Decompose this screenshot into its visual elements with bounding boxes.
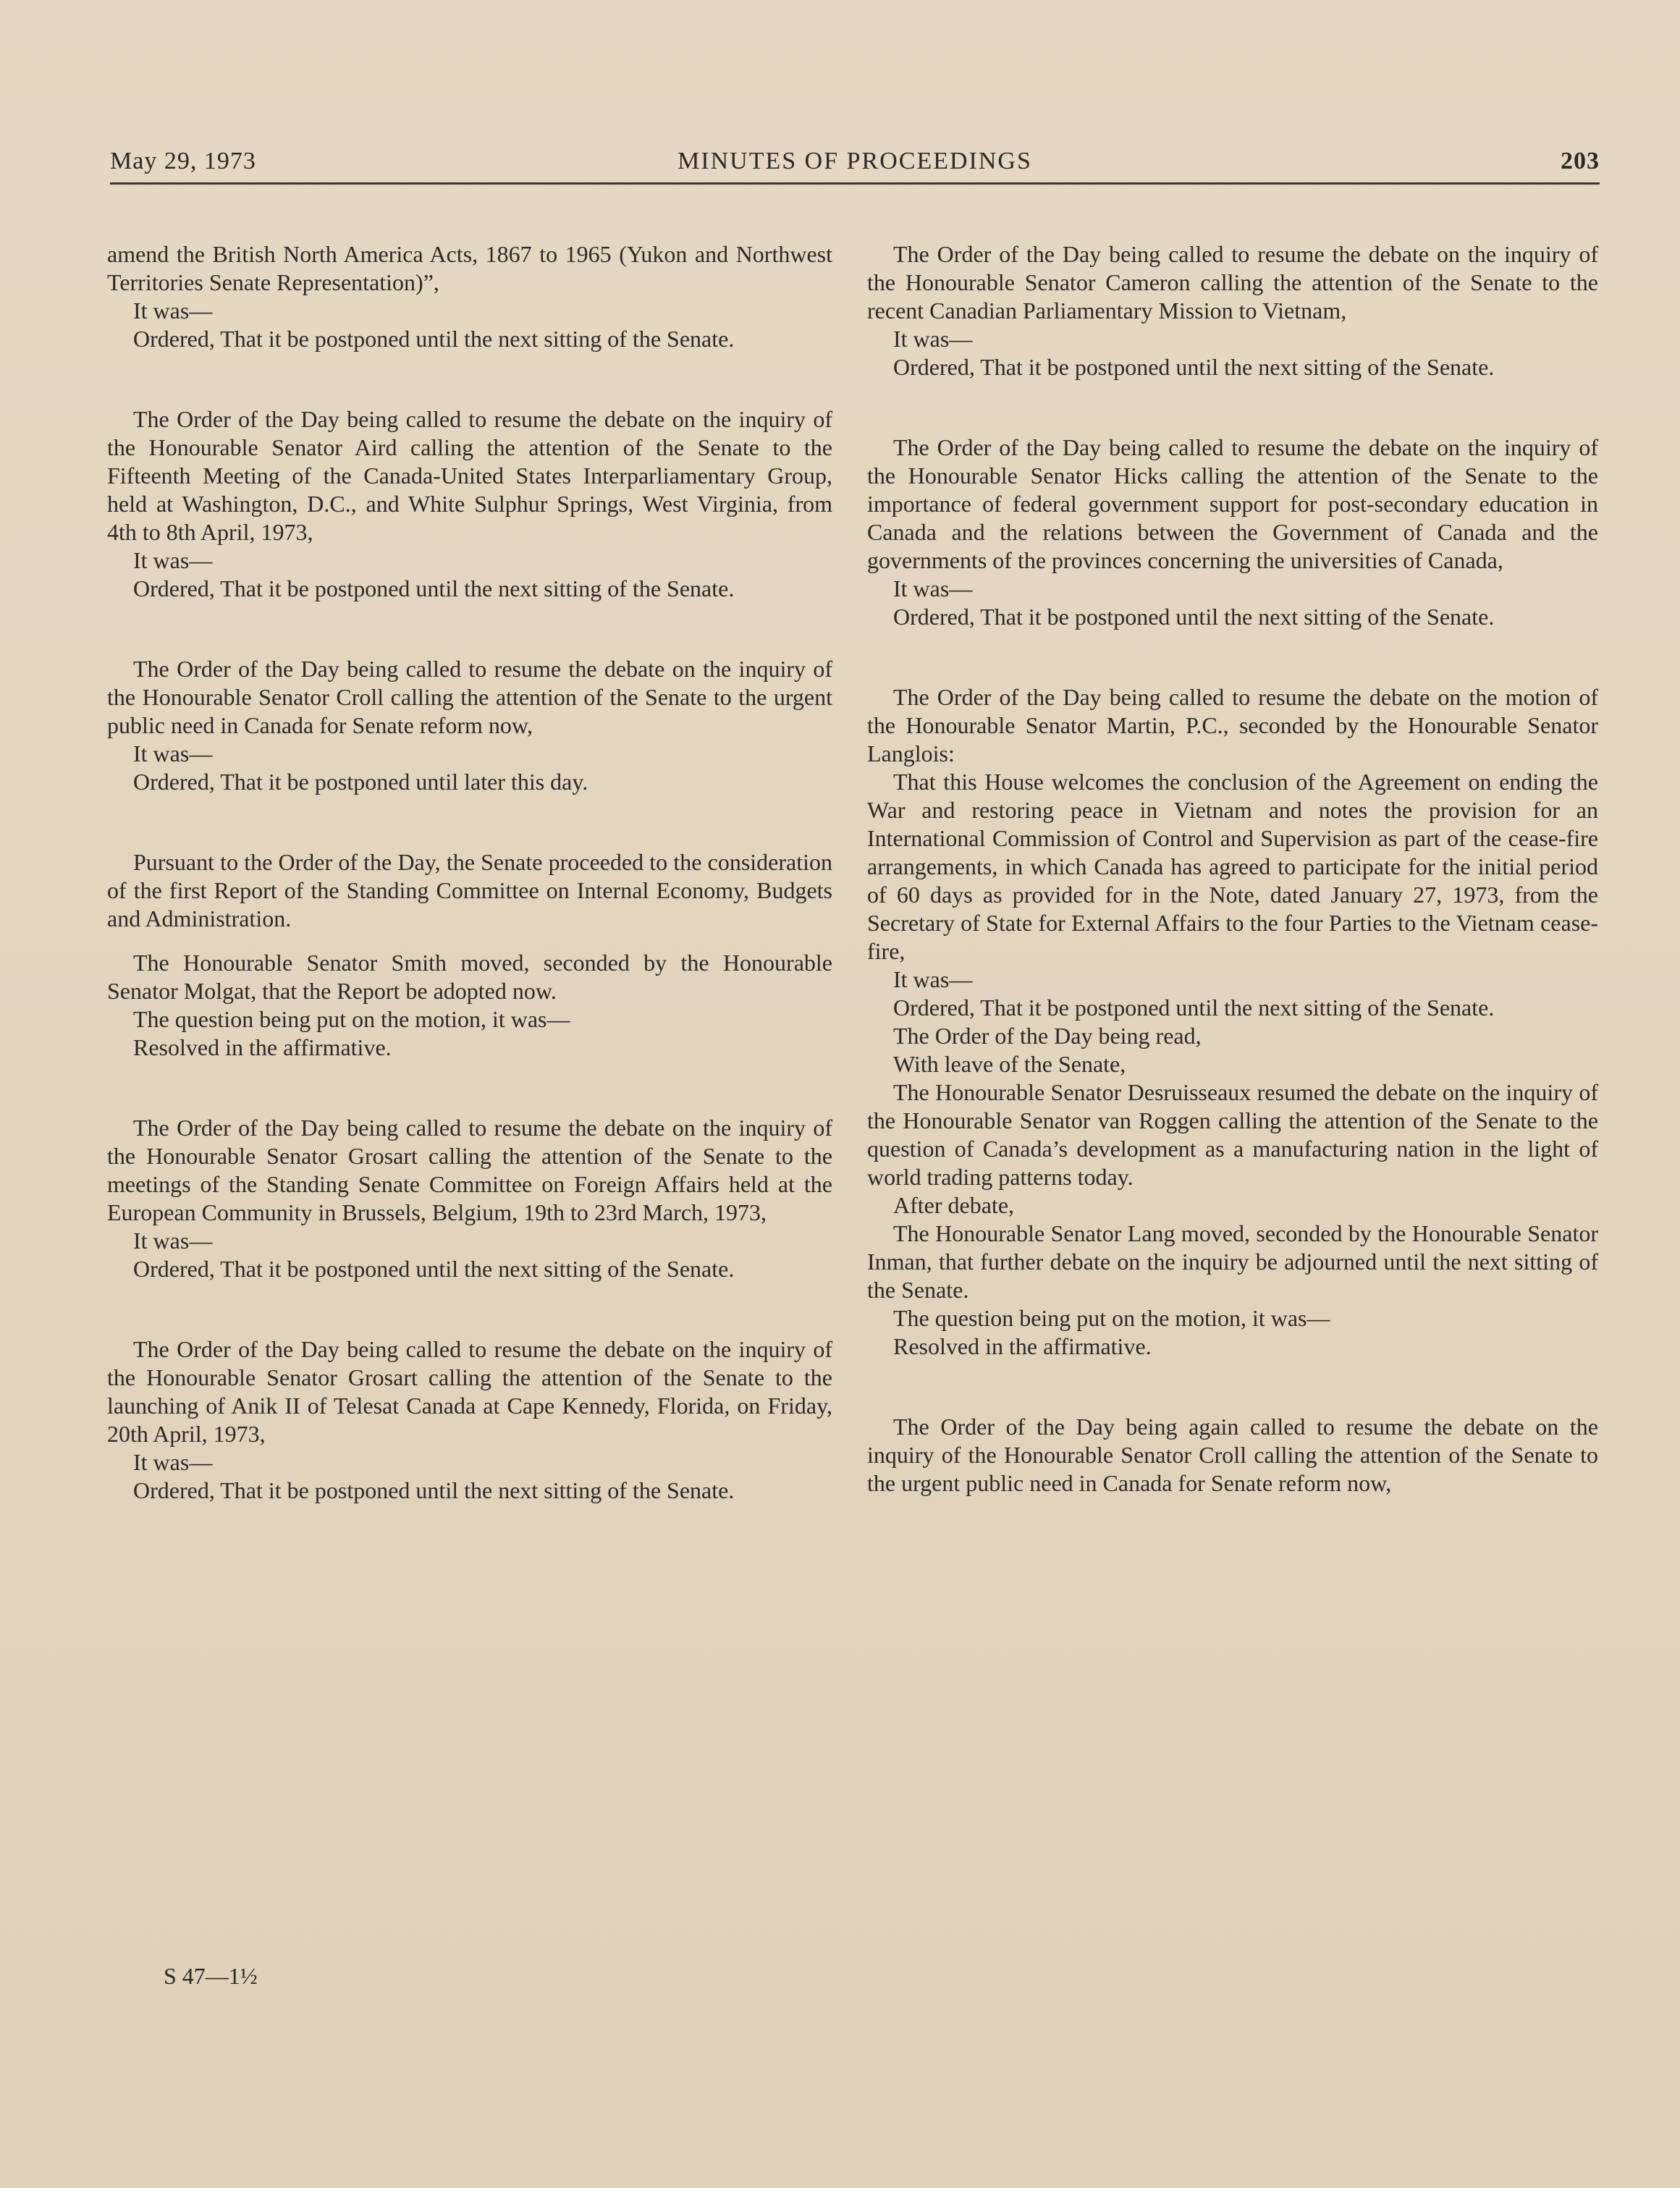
paragraph: The Order of the Day being called to resume the debate on the inquiry of the Honourable Senator Hicks calling the attention of the Senate to the importance of federal government support for post-secondary education in Canada and the relations between the Government of Canada and the governments of the provinces concerning the universities of Canada, (867, 434, 1598, 573)
paragraph: The Order of the Day being called to resume the debate on the inquiry of the Honourable Senator Croll calling the attention of the Senate to the urgent public need in Canada for Senate reform now, (107, 656, 832, 738)
paragraph: After debate, (893, 1192, 1015, 1218)
paragraph: It was— (133, 1228, 213, 1254)
paragraph: Pursuant to the Order of the Day, the Senate proceeded to the consideration of the first Report of the Standing Committee on Internal Economy, Budgets and Administration. (107, 849, 832, 932)
header-title: MINUTES OF PROCEEDINGS (678, 148, 1032, 174)
folio-signature: S 47—1½ (164, 1963, 258, 1989)
paragraph: With leave of the Senate, (893, 1051, 1126, 1077)
left-column (107, 240, 832, 1505)
paragraph: The Order of the Day being called to resume the debate on the inquiry of the Honourable Senator Grosart calling the attention of the Senate to the launching of Anik II of Telesat Canada at Cape Kennedy, Florida, on Friday, 20th April, 1973, (107, 1336, 832, 1447)
paragraph: The Honourable Senator Smith moved, seconded by the Honourable Senator Molgat, that the Report be adopted now. (107, 950, 832, 1004)
paragraph: It was— (893, 966, 973, 992)
paragraph: Ordered, That it be postponed until the next sitting of the Senate. (893, 994, 1495, 1021)
paragraph: The question being put on the motion, it was— (133, 1006, 570, 1032)
paragraph: Ordered, That it be postponed until the next sitting of the Senate. (133, 1477, 735, 1503)
paragraph: The Order of the Day being called to resume the debate on the motion of the Honourable Senator Martin, P.C., seconded by the Honourable Senator Langlois: (867, 684, 1598, 766)
paragraph: It was— (133, 740, 213, 766)
paragraph: The Order of the Day being again called to resume the debate on the inquiry of the Honourable Senator Croll calling the attention of the Senate to the urgent public need in Canada for Senate reform now, (867, 1414, 1598, 1496)
paragraph: Ordered, That it be postponed until the next sitting of the Senate. (133, 326, 735, 352)
page-number: 203 (1561, 148, 1600, 174)
paragraph: The Honourable Senator Desruisseaux resumed the debate on the inquiry of the Honourable Senator van Roggen calling the attention of the Senate to the question of Canada’s development as a manufacturing nation in the light of world trading patterns today. (867, 1079, 1598, 1190)
header-date: May 29, 1973 (110, 148, 256, 174)
paragraph: The question being put on the motion, it was— (893, 1305, 1330, 1331)
paragraph: Ordered, That it be postponed until the next sitting of the Senate. (893, 354, 1495, 380)
right-column (867, 240, 1598, 1498)
paragraph: The Order of the Day being called to resume the debate on the inquiry of the Honourable Senator Grosart calling the attention of the Senate to the meetings of the Standing Senate Committee on Foreign Affairs held at the European Community in Brussels, Belgium, 19th to 23rd March, 1973, (107, 1115, 832, 1225)
paragraph: It was— (133, 547, 213, 573)
paragraph: The Honourable Senator Lang moved, seconded by the Honourable Senator Inman, that further debate on the inquiry be adjourned until the next sitting of the Senate. (867, 1220, 1598, 1303)
running-header (110, 143, 1600, 185)
paragraph: It was— (893, 575, 973, 601)
paragraph: It was— (133, 1449, 213, 1475)
paragraph: That this House welcomes the conclusion of the Agreement on ending the War and restoring peace in Vietnam and notes the provision for an International Commission of Control and Supervision as part of the cease-fire arrangements, in which Canada has agreed to participate for the initial period of 60 days as provided for in the Note, dated January 27, 1973, from the Secretary of State for External Affairs to the four Parties to the Vietnam cease-fire, (867, 769, 1598, 964)
paragraph: Ordered, That it be postponed until later this day. (133, 769, 588, 795)
paragraph: The Order of the Day being called to resume the debate on the inquiry of the Honourable Senator Cameron calling the attention of the Senate to the recent Canadian Parliamentary Mission to Vietnam, (867, 241, 1598, 324)
paragraph: It was— (133, 297, 213, 324)
paragraph: Ordered, That it be postponed until the next sitting of the Senate. (133, 1256, 735, 1282)
paragraph: Ordered, That it be postponed until the next sitting of the Senate. (133, 575, 735, 601)
paragraph: Resolved in the affirmative. (893, 1333, 1152, 1359)
paragraph: amend the British North America Acts, 1867 to 1965 (Yukon and Northwest Territories Senate Representation)”, (107, 241, 832, 295)
paragraph: It was— (893, 326, 973, 352)
paragraph: The Order of the Day being called to resume the debate on the inquiry of the Honourable Senator Aird calling the attention of the Senate to the Fifteenth Meeting of the Canada-United States Interparliamentary Group, held at Washington, D.C., and White Sulphur Springs, West Virginia, from 4th to 8th April, 1973, (107, 406, 832, 545)
paragraph: The Order of the Day being read, (893, 1023, 1202, 1049)
paragraph: Resolved in the affirmative. (133, 1034, 392, 1060)
paragraph: Ordered, That it be postponed until the next sitting of the Senate. (893, 604, 1495, 630)
